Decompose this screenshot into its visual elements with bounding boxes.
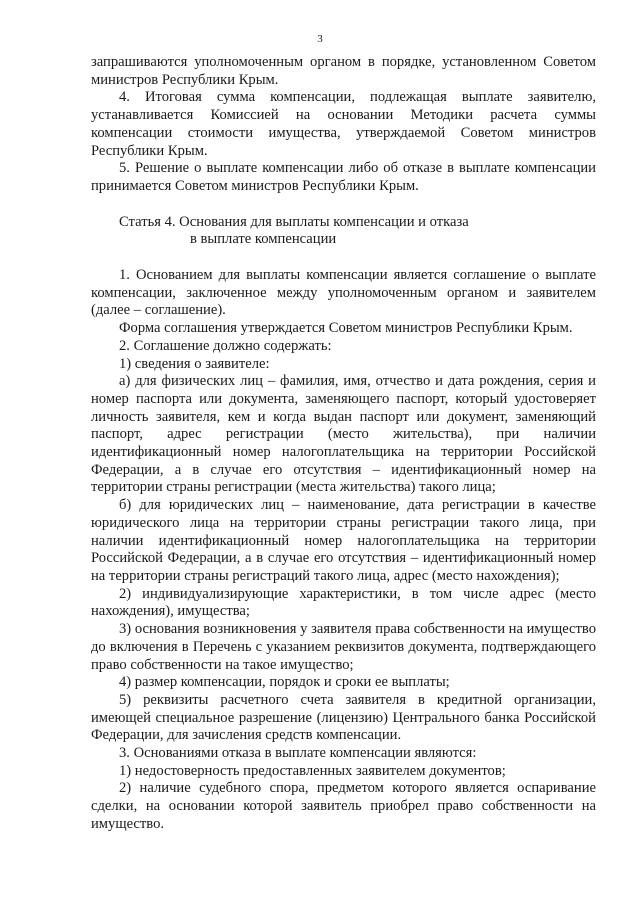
paragraph-contents: 2. Соглашение должно содержать: [119,337,332,354]
list-item-ownership: 3) основания возникновения у заявителя права собственности на имущество до включения в Перечень с указанием реквизитов документа, подтверждающего право собственности на такое имущество; [91,621,596,673]
list-item-amount: 4) размер компенсации, порядок и сроки ее выплаты; [119,674,450,691]
paragraph-item-5: 5. Решение о выплате компенсации либо об отказе в выплате компенсации принимается Советом министров Республики Крым. [91,160,596,194]
paragraph-refusal: 3. Основаниями отказа в выплате компенсации являются: [119,745,477,762]
document-body [91,54,596,834]
list-item-bank-details: 5) реквизиты расчетного счета заявителя в кредитной организации, имеющей специальное разрешение (лицензию) Центрального банка Российской Федерации, для зачисления средств компенсации. [91,691,596,744]
paragraph-continuation: запрашиваются уполномоченным органом в порядке, установленном Советом министров Республики Крым. [91,54,596,88]
list-item-applicant: 1) сведения о заявителе: [119,355,270,372]
paragraph-basis: 1. Основанием для выплаты компенсации является соглашение о выплате компенсации, заключенное между уполномоченным органом и заявителем (далее – соглашение). [91,267,596,319]
list-item-legal-entities: б) для юридических лиц – наименование, дата регистрации в качестве юридического лица на территории страны регистрации такого лица, при наличии идентификационный номер налогоплательщика на территории Российской Федерации, а в случае его отсутствия – идентификационный номер на территории страны регистраций такого лица, адрес (место нахождения); [91,497,596,584]
article-heading-line1: Статья 4. Основания для выплаты компенсации и отказа [119,213,469,230]
article-heading [91,214,596,249]
page-number: 3 [317,33,323,45]
article-heading-line2: в выплате компенсации [190,231,337,248]
list-item-unreliable-docs: 1) недостоверность предоставленных заявителем документов; [119,762,506,779]
list-item-court-dispute: 2) наличие судебного спора, предметом которого является оспаривание сделки, на основании которой заявитель приобрел право собственности на имущество. [91,780,596,832]
list-item-individuals: а) для физических лиц – фамилия, имя, отчество и дата рождения, серия и номер паспорта или документа, заменяющего паспорт, который удостоверяет личность заявителя, кем и когда выдан паспорт или документ, заменяющий паспорт, адрес регистрации (место жительства), при наличии идентификационный номер налогоплательщика на территории Российской Федерации, а в случае его отсутствия – идентификационный номер на территории страны регистрации (места жительства) такого лица; [91,373,596,496]
list-item-property: 2) индивидуализирующие характеристики, в том числе адрес (место нахождения), имущества; [91,585,596,620]
paragraph-form: Форма соглашения утверждается Советом министров Республики Крым. [119,320,573,337]
paragraph-item-4: 4. Итоговая сумма компенсации, подлежащая выплате заявителю, устанавливается Комиссией на основании Методики расчета суммы компенсации стоимости имущества, утверждаемой Советом министров Республики Крым. [91,89,596,159]
